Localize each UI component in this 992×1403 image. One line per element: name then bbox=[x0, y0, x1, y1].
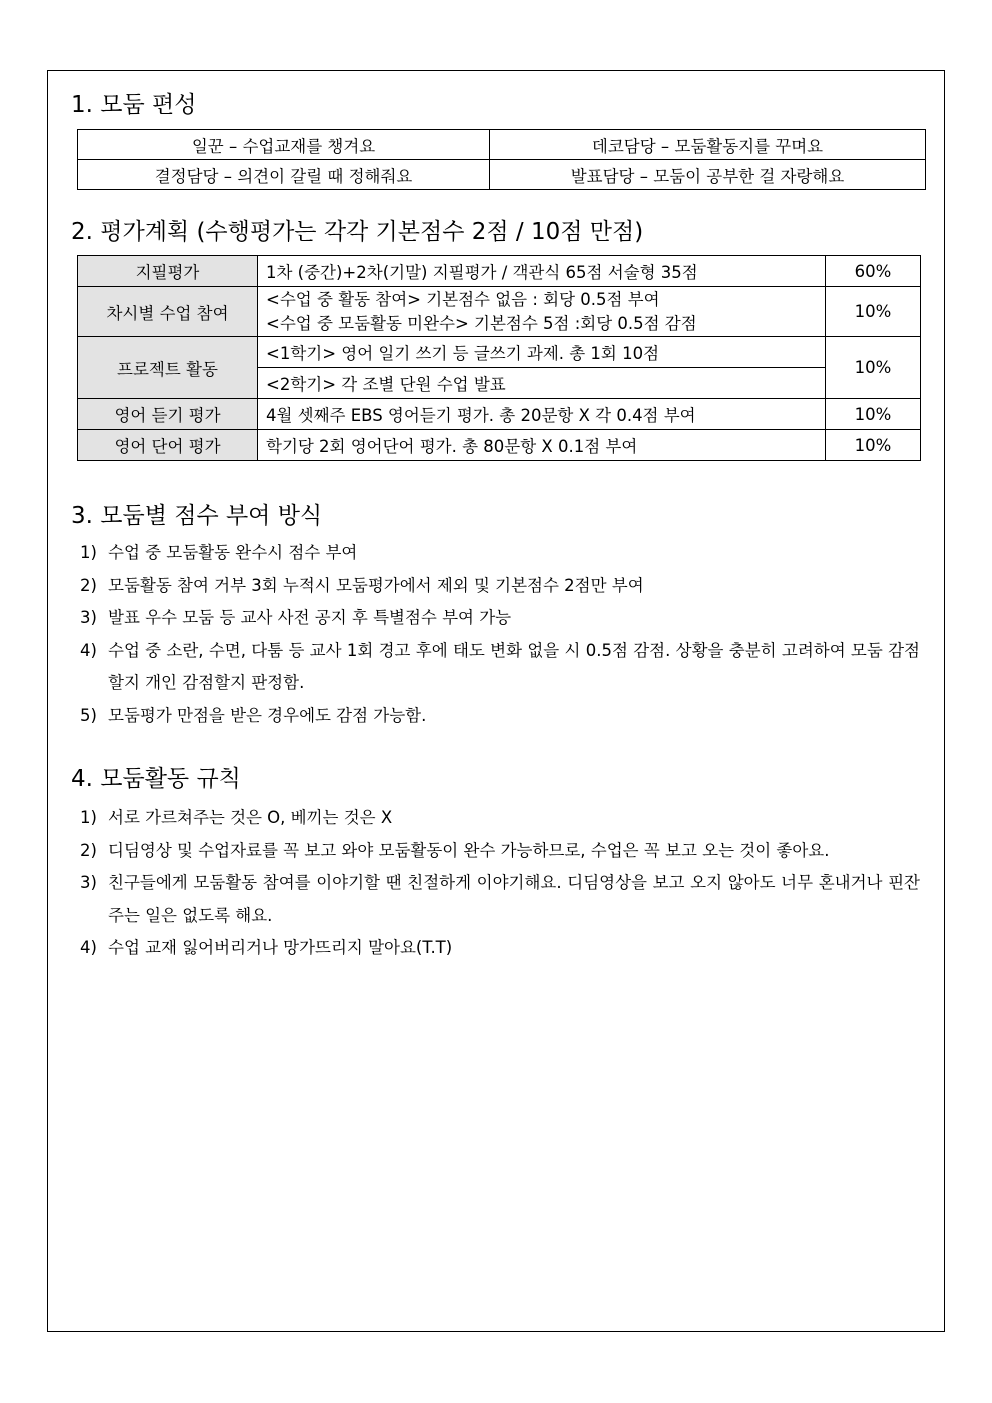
list-item bbox=[80, 835, 920, 868]
item-text: 수업 중 소란, 수면, 다툼 등 교사 1회 경고 후에 태도 변화 없을 시 0.5점 감점. 상황을 충분히 고려하여 모둠 감점할지 개인 감점할지 판정함. bbox=[108, 640, 920, 692]
section-title-rules: 4. 모둠활동 규칙 bbox=[71, 766, 241, 792]
eval-percent: 10% bbox=[826, 337, 921, 399]
eval-content: <1학기> 영어 일기 쓰기 등 글쓰기 과제. 총 1회 10점 bbox=[258, 337, 826, 368]
rules-list bbox=[80, 802, 920, 965]
table-row bbox=[78, 130, 926, 160]
eval-percent: 10% bbox=[826, 399, 921, 430]
roles-table bbox=[77, 129, 926, 190]
section-title-grouping: 1. 모둠 편성 bbox=[71, 92, 197, 118]
section-title-scoring: 3. 모둠별 점수 부여 방식 bbox=[71, 503, 323, 529]
item-number: 4) bbox=[80, 640, 97, 660]
eval-content-line: <수업 중 활동 참여> 기본점수 없음 : 회당 0.5점 부여 bbox=[266, 289, 660, 309]
eval-content: 학기당 2회 영어단어 평가. 총 80문항 X 0.1점 부여 bbox=[258, 430, 826, 461]
table-row bbox=[78, 337, 921, 368]
item-text: 친구들에게 모둠활동 참여를 이야기할 땐 친절하게 이야기해요. 디딤영상을 보고 오지 않아도 너무 혼내거나 핀잔주는 일은 없도록 해요. bbox=[108, 873, 920, 925]
eval-percent: 60% bbox=[826, 256, 921, 287]
item-number: 1) bbox=[80, 808, 97, 827]
list-item bbox=[80, 570, 920, 603]
scoring-list bbox=[80, 537, 920, 732]
role-cell: 발표담당 – 모둠이 공부한 걸 자랑해요 bbox=[490, 160, 926, 190]
item-text: 발표 우수 모둠 등 교사 사전 공지 후 특별점수 부여 가능 bbox=[108, 608, 512, 627]
list-item bbox=[80, 537, 920, 570]
item-text: 수업 중 모둠활동 완수시 점수 부여 bbox=[108, 543, 358, 562]
table-row bbox=[78, 399, 921, 430]
list-item bbox=[80, 802, 920, 835]
table-row bbox=[78, 160, 926, 190]
item-text: 모둠활동 참여 거부 3회 누적시 모둠평가에서 제외 및 기본점수 2점만 부여 bbox=[108, 575, 644, 595]
section-title-evaluation: 2. 평가계획 (수행평가는 각각 기본점수 2점 / 10점 만점) bbox=[71, 219, 644, 245]
table-row bbox=[78, 287, 921, 337]
item-number: 1) bbox=[80, 543, 97, 562]
evaluation-table bbox=[77, 255, 921, 461]
eval-category: 영어 단어 평가 bbox=[78, 430, 258, 461]
eval-content: <2학기> 각 조별 단원 수업 발표 bbox=[258, 368, 826, 399]
item-text: 수업 교재 잃어버리거나 망가뜨리지 말아요(T.T) bbox=[108, 938, 453, 957]
eval-category: 차시별 수업 참여 bbox=[78, 287, 258, 337]
item-text: 서로 가르쳐주는 것은 O, 베끼는 것은 X bbox=[108, 808, 393, 827]
eval-content: 4월 셋째주 EBS 영어듣기 평가. 총 20문항 X 각 0.4점 부여 bbox=[258, 399, 826, 430]
item-text: 모둠평가 만점을 받은 경우에도 감점 가능함. bbox=[108, 705, 427, 725]
role-cell: 결정담당 – 의견이 갈릴 때 정해줘요 bbox=[78, 160, 490, 190]
eval-content: 1차 (중간)+2차(기말) 지필평가 / 객관식 65점 서술형 35점 bbox=[258, 256, 826, 287]
list-item bbox=[80, 635, 920, 700]
role-cell: 데코담당 – 모둠활동지를 꾸며요 bbox=[490, 130, 926, 160]
list-item bbox=[80, 932, 920, 965]
eval-category: 영어 듣기 평가 bbox=[78, 399, 258, 430]
item-number: 4) bbox=[80, 938, 97, 957]
item-number: 5) bbox=[80, 705, 97, 725]
eval-category: 프로젝트 활동 bbox=[78, 337, 258, 399]
list-item bbox=[80, 700, 920, 733]
list-item bbox=[80, 602, 920, 635]
eval-content-line: <수업 중 모둠활동 미완수> 기본점수 5점 :회당 0.5점 감점 bbox=[266, 313, 697, 333]
item-text: 디딤영상 및 수업자료를 꼭 보고 와야 모둠활동이 완수 가능하므로, 수업은 꼭 보고 오는 것이 좋아요. bbox=[108, 840, 830, 860]
list-item bbox=[80, 867, 920, 932]
eval-content bbox=[258, 287, 826, 337]
item-number: 3) bbox=[80, 608, 97, 627]
eval-category: 지필평가 bbox=[78, 256, 258, 287]
table-row bbox=[78, 256, 921, 287]
table-row bbox=[78, 430, 921, 461]
eval-percent: 10% bbox=[826, 287, 921, 337]
role-cell: 일꾼 – 수업교재를 챙겨요 bbox=[78, 130, 490, 160]
item-number: 2) bbox=[80, 575, 97, 595]
item-number: 2) bbox=[80, 840, 97, 860]
item-number: 3) bbox=[80, 873, 97, 892]
eval-percent: 10% bbox=[826, 430, 921, 461]
